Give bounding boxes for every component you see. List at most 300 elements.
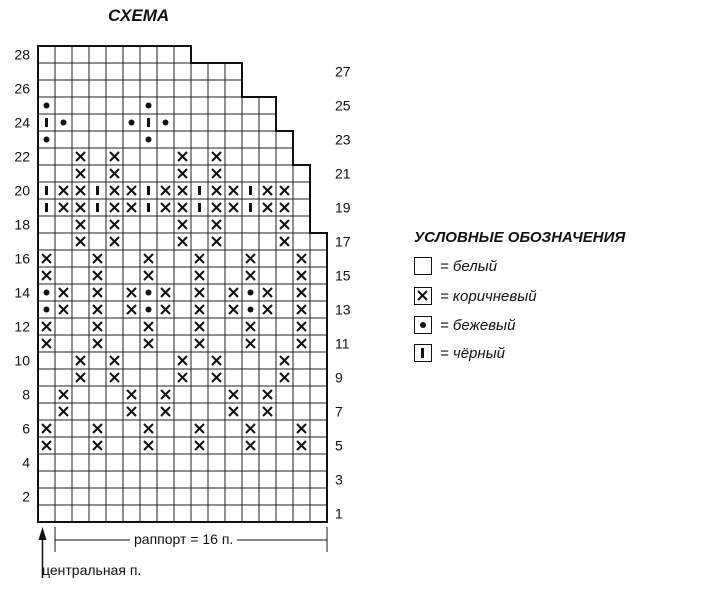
chart-cell (123, 165, 140, 182)
chart-cell (225, 63, 242, 80)
chart-cell (123, 80, 140, 97)
chart-cell (259, 420, 276, 437)
chart-cell (259, 437, 276, 454)
chart-cell (89, 369, 106, 386)
chart-cell (259, 369, 276, 386)
chart-cell (208, 97, 225, 114)
row-label-right: 21 (335, 165, 351, 182)
chart-cell (157, 267, 174, 284)
row-label-right: 5 (335, 437, 343, 454)
chart-cell (157, 233, 174, 250)
chart-cell (208, 420, 225, 437)
chart-cell (123, 318, 140, 335)
chart-cell (310, 454, 327, 471)
chart-cell (293, 182, 310, 199)
chart-cell (38, 233, 55, 250)
row-label-right: 9 (335, 369, 343, 386)
row-label-left: 12 (14, 318, 30, 335)
chart-cell (123, 335, 140, 352)
chart-cell (293, 199, 310, 216)
chart-cell (106, 471, 123, 488)
chart-cell (225, 250, 242, 267)
chart-cell (174, 250, 191, 267)
chart-cell (191, 165, 208, 182)
chart-title: СХЕМА (108, 6, 170, 25)
chart-cell (293, 403, 310, 420)
chart-cell (225, 335, 242, 352)
chart-cell (157, 250, 174, 267)
chart-cell (225, 437, 242, 454)
legend-item-beige (414, 314, 515, 336)
chart-cell (174, 454, 191, 471)
chart-cell (140, 80, 157, 97)
chart-cell (242, 505, 259, 522)
chart-cell (157, 318, 174, 335)
chart-cell (140, 403, 157, 420)
chart-cell (242, 352, 259, 369)
chart-cell (276, 148, 293, 165)
chart-cell (191, 454, 208, 471)
chart-cell (259, 216, 276, 233)
chart-cell (225, 420, 242, 437)
chart-cell (89, 471, 106, 488)
chart-cell (157, 454, 174, 471)
chart-cell (72, 301, 89, 318)
chart-cell (38, 454, 55, 471)
chart-cell (293, 233, 310, 250)
chart-cell (174, 386, 191, 403)
chart-cell (174, 284, 191, 301)
chart-cell (242, 454, 259, 471)
chart-cell (106, 318, 123, 335)
chart-cell (310, 403, 327, 420)
chart-cell (89, 233, 106, 250)
chart-cell (72, 488, 89, 505)
chart-cell (38, 386, 55, 403)
chart-cell (140, 352, 157, 369)
dot-icon (146, 307, 152, 313)
chart-cell (208, 318, 225, 335)
chart-cell (276, 403, 293, 420)
chart-grid (38, 46, 327, 522)
dot-icon (248, 290, 254, 296)
bar-icon (45, 186, 48, 195)
bar-icon (249, 186, 252, 195)
chart-cell (259, 250, 276, 267)
chart-cell (106, 505, 123, 522)
chart-cell (259, 352, 276, 369)
chart-cell (310, 267, 327, 284)
chart-cell (259, 267, 276, 284)
chart-cell (259, 505, 276, 522)
chart-cell (259, 471, 276, 488)
bar-icon (96, 186, 99, 195)
dot-icon (44, 290, 50, 296)
chart-cell (225, 97, 242, 114)
chart-cell (191, 488, 208, 505)
chart-cell (242, 148, 259, 165)
chart-cell (276, 505, 293, 522)
chart-cell (89, 505, 106, 522)
legend-item-black (414, 342, 505, 364)
chart-cell (157, 420, 174, 437)
chart-cell (174, 131, 191, 148)
chart-cell (174, 420, 191, 437)
chart-cell (293, 386, 310, 403)
chart-cell (106, 403, 123, 420)
chart-cell (55, 471, 72, 488)
chart-cell (242, 131, 259, 148)
bar-icon (147, 186, 150, 195)
chart-cell (123, 352, 140, 369)
bar-icon (198, 186, 201, 195)
chart-cell (259, 318, 276, 335)
chart-cell (157, 369, 174, 386)
chart-cell (157, 488, 174, 505)
chart-cell (140, 454, 157, 471)
row-label-right: 19 (335, 199, 351, 216)
bar-icon (147, 118, 150, 127)
chart-cell (276, 454, 293, 471)
chart-cell (157, 505, 174, 522)
chart-cell (242, 165, 259, 182)
chart-cell (123, 267, 140, 284)
chart-cell (140, 63, 157, 80)
chart-cell (55, 352, 72, 369)
chart-cell (38, 403, 55, 420)
dot-icon (129, 120, 135, 126)
chart-cell (208, 488, 225, 505)
legend-item-brown (414, 285, 537, 307)
chart-cell (259, 148, 276, 165)
legend-label-white: = белый (440, 257, 498, 275)
chart-cell (174, 63, 191, 80)
chart-cell (191, 505, 208, 522)
dot-icon (44, 103, 50, 109)
chart-cell (276, 488, 293, 505)
chart-cell (259, 233, 276, 250)
row-label-left: 28 (14, 46, 30, 63)
chart-cell (191, 233, 208, 250)
dot-icon (44, 307, 50, 313)
chart-cell (293, 165, 310, 182)
chart-cell (140, 165, 157, 182)
chart-cell (191, 471, 208, 488)
chart-cell (293, 369, 310, 386)
chart-cell (55, 63, 72, 80)
chart-cell (72, 505, 89, 522)
chart-cell (123, 131, 140, 148)
chart-cell (259, 114, 276, 131)
chart-cell (157, 148, 174, 165)
chart-cell (208, 471, 225, 488)
chart-cell (38, 165, 55, 182)
row-label-right: 1 (335, 505, 343, 522)
chart-cell (38, 369, 55, 386)
chart-cell (123, 63, 140, 80)
chart-cell (106, 250, 123, 267)
chart-cell (310, 488, 327, 505)
chart-cell (123, 216, 140, 233)
chart-cell (106, 284, 123, 301)
chart-cell (55, 437, 72, 454)
chart-cell (242, 471, 259, 488)
chart-cell (72, 386, 89, 403)
chart-cell (225, 488, 242, 505)
chart-cell (242, 114, 259, 131)
row-label-right: 15 (335, 267, 351, 284)
chart-cell (72, 267, 89, 284)
chart-cell (310, 250, 327, 267)
empty-square-icon (414, 257, 432, 275)
chart-cell (310, 369, 327, 386)
chart-cell (140, 386, 157, 403)
chart-cell (157, 97, 174, 114)
chart-cell (140, 148, 157, 165)
chart-cell (72, 114, 89, 131)
row-label-right: 23 (335, 131, 351, 148)
row-label-left: 20 (14, 182, 30, 199)
chart-cell (89, 131, 106, 148)
chart-cell (225, 454, 242, 471)
chart-cell (55, 233, 72, 250)
bar-icon (45, 118, 48, 127)
chart-cell (106, 46, 123, 63)
chart-cell (55, 505, 72, 522)
chart-cell (174, 437, 191, 454)
chart-cell (276, 386, 293, 403)
row-label-left: 14 (14, 284, 30, 301)
chart-cell (174, 471, 191, 488)
chart-cell (106, 63, 123, 80)
dot-icon (44, 137, 50, 143)
chart-cell (208, 301, 225, 318)
chart-cell (293, 505, 310, 522)
chart-cell (208, 131, 225, 148)
legend-label-black: = чёрный (440, 344, 506, 362)
chart-cell (259, 454, 276, 471)
row-label-left: 16 (14, 250, 30, 267)
chart-cell (310, 284, 327, 301)
dot-square-icon (414, 316, 432, 334)
chart-cell (174, 114, 191, 131)
chart-cell (157, 165, 174, 182)
chart-cell (293, 454, 310, 471)
chart-cell (293, 216, 310, 233)
chart-cell (123, 250, 140, 267)
chart-cell (191, 352, 208, 369)
chart-cell (157, 63, 174, 80)
row-label-right: 17 (335, 233, 351, 250)
chart-cell (72, 284, 89, 301)
chart-cell (242, 488, 259, 505)
chart-cell (157, 46, 174, 63)
chart-cell (55, 250, 72, 267)
chart-cell (208, 335, 225, 352)
chart-cell (140, 46, 157, 63)
chart-cell (55, 165, 72, 182)
chart-cell (293, 471, 310, 488)
chart-cell (191, 80, 208, 97)
row-label-left: 6 (22, 420, 30, 437)
chart-cell (293, 488, 310, 505)
dot-icon (146, 290, 152, 296)
chart-cell (191, 131, 208, 148)
row-label-left: 4 (22, 454, 30, 471)
chart-cell (106, 335, 123, 352)
row-label-right: 25 (335, 97, 351, 114)
chart-cell (276, 165, 293, 182)
chart-cell (225, 267, 242, 284)
chart-cell (140, 488, 157, 505)
bar-icon (147, 203, 150, 212)
chart-cell (89, 488, 106, 505)
chart-cell (38, 46, 55, 63)
chart-cell (106, 420, 123, 437)
chart-cell (55, 335, 72, 352)
chart-cell (72, 97, 89, 114)
chart-cell (310, 437, 327, 454)
chart-cell (89, 46, 106, 63)
chart-cell (72, 403, 89, 420)
chart-cell (123, 454, 140, 471)
chart-cell (208, 114, 225, 131)
bar-icon (96, 203, 99, 212)
chart-cell (191, 369, 208, 386)
chart-cell (89, 352, 106, 369)
row-label-right: 7 (335, 403, 343, 420)
chart-cell (174, 97, 191, 114)
chart-cell (55, 318, 72, 335)
chart-cell (225, 505, 242, 522)
chart-cell (208, 454, 225, 471)
chart-cell (242, 403, 259, 420)
chart-cell (225, 114, 242, 131)
central-stitch-label: центральная п. (42, 562, 142, 578)
chart-cell (174, 267, 191, 284)
arrowhead-icon (39, 527, 47, 540)
chart-cell (38, 148, 55, 165)
chart-cell (55, 369, 72, 386)
row-label-right: 13 (335, 301, 351, 318)
chart-cell (89, 148, 106, 165)
chart-cell (38, 216, 55, 233)
chart-cell (310, 505, 327, 522)
chart-cell (174, 335, 191, 352)
chart-cell (276, 131, 293, 148)
chart-cell (208, 267, 225, 284)
chart-cell (157, 131, 174, 148)
chart-cell (276, 420, 293, 437)
dot-icon (146, 137, 152, 143)
chart-cell (123, 46, 140, 63)
chart-cell (157, 335, 174, 352)
chart-cell (208, 437, 225, 454)
chart-cell (225, 80, 242, 97)
chart-cell (123, 505, 140, 522)
legend-item-white (414, 255, 497, 277)
row-label-left: 22 (14, 148, 30, 165)
chart-cell (191, 114, 208, 131)
chart-cell (225, 318, 242, 335)
chart-cell (72, 437, 89, 454)
chart-cell (106, 386, 123, 403)
chart-cell (276, 267, 293, 284)
chart-cell (106, 80, 123, 97)
chart-cell (208, 505, 225, 522)
chart-cell (106, 454, 123, 471)
chart-cell (157, 471, 174, 488)
chart-cell (140, 233, 157, 250)
chart-cell (225, 369, 242, 386)
chart-cell (276, 471, 293, 488)
chart-cell (310, 471, 327, 488)
chart-cell (55, 80, 72, 97)
chart-cell (123, 148, 140, 165)
chart-cell (106, 97, 123, 114)
dot-icon (248, 307, 254, 313)
chart-cell (123, 488, 140, 505)
chart-cell (89, 97, 106, 114)
chart-cell (310, 301, 327, 318)
chart-cell (174, 80, 191, 97)
chart-cell (72, 471, 89, 488)
chart-cell (123, 97, 140, 114)
chart-cell (123, 471, 140, 488)
chart-cell (276, 437, 293, 454)
chart-cell (259, 165, 276, 182)
chart-cell (89, 114, 106, 131)
chart-cell (208, 80, 225, 97)
chart-cell (259, 488, 276, 505)
chart-cell (72, 46, 89, 63)
chart-cell (310, 386, 327, 403)
row-label-left: 26 (14, 80, 30, 97)
chart-cell (157, 80, 174, 97)
chart-cell (157, 437, 174, 454)
chart-cell (310, 420, 327, 437)
legend-title: УСЛОВНЫЕ ОБОЗНАЧЕНИЯ (414, 229, 626, 246)
chart-cell (38, 63, 55, 80)
chart-cell (38, 471, 55, 488)
chart-cell (208, 63, 225, 80)
bar-square-icon (414, 344, 432, 362)
chart-cell (225, 131, 242, 148)
chart-cell (157, 352, 174, 369)
chart-cell (55, 420, 72, 437)
legend-label-brown: = коричневый (440, 287, 537, 305)
chart-cell (72, 250, 89, 267)
chart-cell (140, 471, 157, 488)
chart-cell (174, 488, 191, 505)
chart-cell (72, 454, 89, 471)
chart-cell (72, 63, 89, 80)
chart-cell (259, 335, 276, 352)
chart-cell (55, 267, 72, 284)
chart-cell (242, 386, 259, 403)
chart-cell (259, 131, 276, 148)
chart-cell (242, 97, 259, 114)
chart-cell (140, 505, 157, 522)
chart-cell (242, 233, 259, 250)
chart-cell (72, 420, 89, 437)
chart-cell (208, 403, 225, 420)
chart-cell (174, 301, 191, 318)
chart-cell (157, 216, 174, 233)
chart-cell (106, 301, 123, 318)
chart-cell (242, 369, 259, 386)
chart-cell (140, 369, 157, 386)
